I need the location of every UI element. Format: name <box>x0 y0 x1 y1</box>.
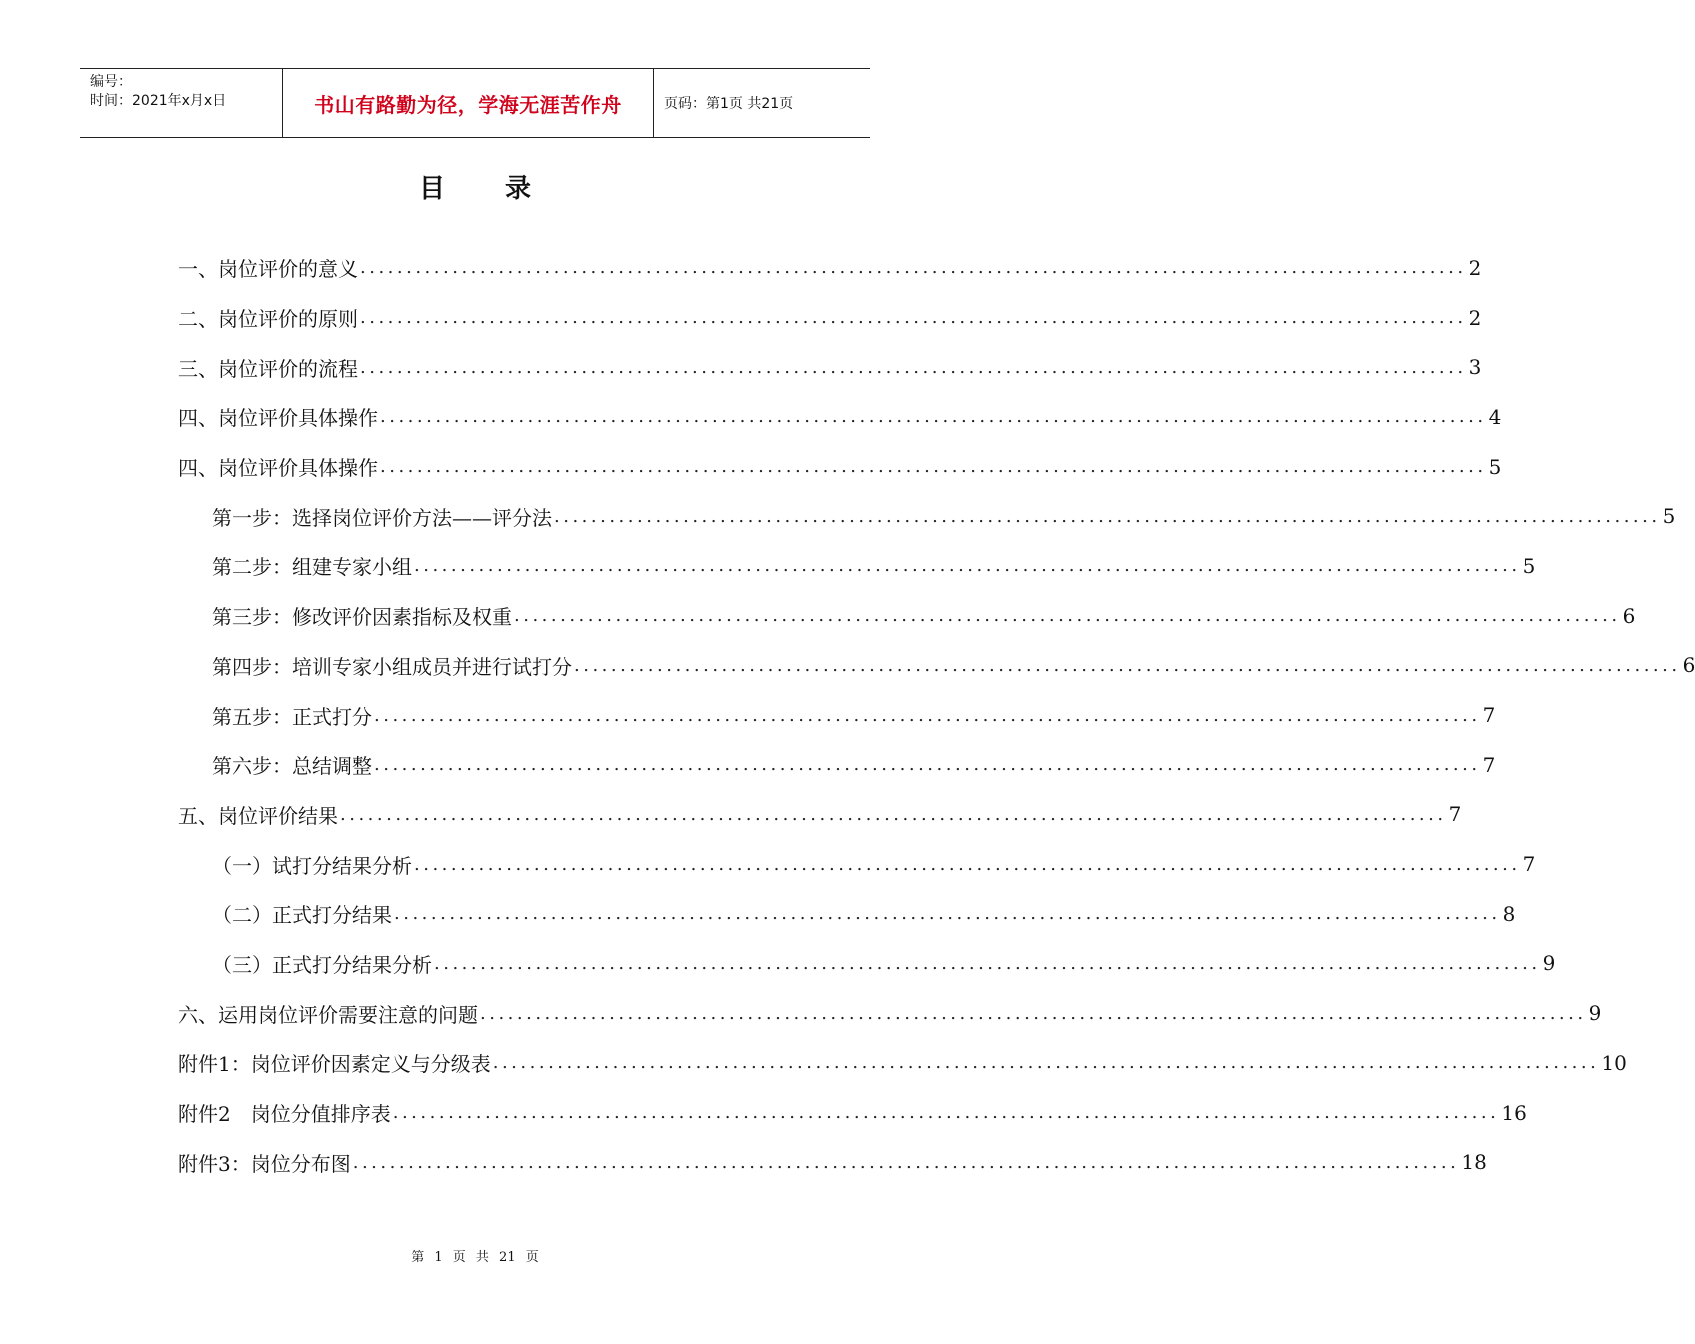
toc-dot-leader: ........................................................................................................................ <box>514 605 1621 627</box>
toc-dot-leader: ........................................................................................................................ <box>352 1151 1460 1173</box>
time-label: 时间：2021年x月x日 <box>90 93 227 109</box>
toc-dot-leader: ........................................................................................................................ <box>414 555 1521 577</box>
toc-dot-leader: ........................................................................................................................ <box>392 1102 1500 1124</box>
header-page-cell <box>654 69 870 137</box>
toc-entry[interactable] <box>178 740 1496 790</box>
toc-entry-label: （三）正式打分结果分析 <box>212 952 432 977</box>
toc-entry-label: 附件3：岗位分布图 <box>178 1151 351 1176</box>
number-label: 编号： <box>90 74 132 90</box>
toc-entry[interactable] <box>178 591 1636 641</box>
toc-dot-leader: ........................................................................................................................ <box>492 1052 1600 1074</box>
toc-entry-label: 四、岗位评价具体操作 <box>178 406 378 431</box>
toc-entry[interactable] <box>178 839 1536 889</box>
toc-entry-page: 16 <box>1501 1100 1527 1125</box>
toc-entry-label: 六、运用岗位评价需要注意的问题 <box>178 1002 478 1027</box>
toc-entry[interactable] <box>178 1137 1487 1187</box>
toc-entry-label: 第三步：修改评价因素指标及权重 <box>212 605 512 630</box>
toc-dot-leader: ........................................................................................................................ <box>360 257 1467 279</box>
toc-entry[interactable] <box>178 690 1496 740</box>
toc-entry[interactable] <box>178 889 1516 939</box>
toc-entry-page: 6 <box>1622 603 1636 628</box>
header-meta <box>80 69 282 137</box>
page-header <box>80 68 870 138</box>
motto-text: 书山有路勤为径，学海无涯苦作舟 <box>314 92 622 117</box>
toc-entry-page: 9 <box>1588 1001 1602 1026</box>
page-indicator: 页码：第1页 共21页 <box>664 96 794 112</box>
toc-entry[interactable] <box>178 641 1695 691</box>
header-motto-cell <box>282 69 654 137</box>
toc-dot-leader: ........................................................................................................................ <box>414 853 1521 875</box>
toc-entry-label: 第五步：正式打分 <box>212 704 372 729</box>
toc-entry-page: 4 <box>1488 404 1502 429</box>
toc-dot-leader: ........................................................................................................................ <box>360 307 1467 329</box>
toc-entry-page: 5 <box>1488 454 1502 479</box>
toc-entry[interactable] <box>178 392 1502 442</box>
toc-entry[interactable] <box>178 939 1556 989</box>
toc-entry[interactable] <box>178 541 1536 591</box>
toc-dot-leader: ........................................................................................................................ <box>394 903 1501 925</box>
toc-entry[interactable] <box>178 491 1676 541</box>
toc-entry[interactable] <box>178 790 1462 840</box>
toc-entry-page: 7 <box>1482 703 1496 728</box>
toc-dot-leader: ........................................................................................................................ <box>374 704 1481 726</box>
toc-entry-label: 二、岗位评价的原则 <box>178 307 358 332</box>
toc-entry-label: （一）试打分结果分析 <box>212 853 412 878</box>
toc-entry-page: 2 <box>1468 305 1482 330</box>
toc-entry-page: 7 <box>1522 852 1536 877</box>
toc-dot-leader: ........................................................................................................................ <box>380 406 1487 428</box>
toc-entry-label: 三、岗位评价的流程 <box>178 356 358 381</box>
toc-entry-label: 第六步：总结调整 <box>212 754 372 779</box>
toc-entry[interactable] <box>178 342 1482 392</box>
toc-entry-page: 5 <box>1522 553 1536 578</box>
toc-dot-leader: ........................................................................................................................ <box>374 754 1481 776</box>
toc-entry[interactable] <box>178 442 1502 492</box>
toc-entry-label: 附件1：岗位评价因素定义与分级表 <box>178 1052 491 1077</box>
toc-entry-page: 10 <box>1601 1050 1627 1075</box>
toc-entry-label: 第一步：选择岗位评价方法——评分法 <box>212 505 552 530</box>
toc-entry-page: 3 <box>1468 355 1482 380</box>
toc-entry[interactable] <box>178 988 1602 1038</box>
toc-entry-page: 5 <box>1662 504 1676 529</box>
page-footer: 第 1 页 共 21 页 <box>411 1250 539 1265</box>
toc-entry-label: 第二步：组建专家小组 <box>212 555 412 580</box>
toc-entry-label: （二）正式打分结果 <box>212 903 392 928</box>
toc-entry-page: 2 <box>1468 255 1482 280</box>
toc-dot-leader: ........................................................................................................................ <box>434 952 1541 974</box>
toc-entry-page: 7 <box>1448 802 1462 827</box>
toc-dot-leader: ........................................................................................................................ <box>380 456 1487 478</box>
toc-entry-page: 9 <box>1542 951 1556 976</box>
toc-title: 目录 <box>418 174 591 204</box>
toc-entry-label: 一、岗位评价的意义 <box>178 257 358 282</box>
toc-entry[interactable] <box>178 1038 1627 1088</box>
toc-entry-label: 五、岗位评价结果 <box>178 803 338 828</box>
toc-entry-page: 7 <box>1482 752 1496 777</box>
toc-entry-label: 附件2 岗位分值排序表 <box>178 1102 391 1127</box>
toc-entry-page: 18 <box>1461 1150 1487 1175</box>
toc-entry-page: 8 <box>1502 901 1516 926</box>
toc-dot-leader: ........................................................................................................................ <box>360 356 1467 378</box>
toc-entry-label: 四、岗位评价具体操作 <box>178 456 378 481</box>
toc-entry-page: 6 <box>1682 653 1695 678</box>
toc-dot-leader: ........................................................................................................................ <box>340 803 1447 825</box>
toc-entry[interactable] <box>178 293 1482 343</box>
table-of-contents <box>178 243 1695 1187</box>
toc-entry[interactable] <box>178 1088 1527 1138</box>
toc-entry-label: 第四步：培训专家小组成员并进行试打分 <box>212 654 572 679</box>
toc-dot-leader: ........................................................................................................................ <box>480 1002 1587 1024</box>
toc-dot-leader: ........................................................................................................................ <box>554 505 1661 527</box>
toc-entry[interactable] <box>178 243 1482 293</box>
toc-dot-leader: ........................................................................................................................ <box>574 654 1681 676</box>
